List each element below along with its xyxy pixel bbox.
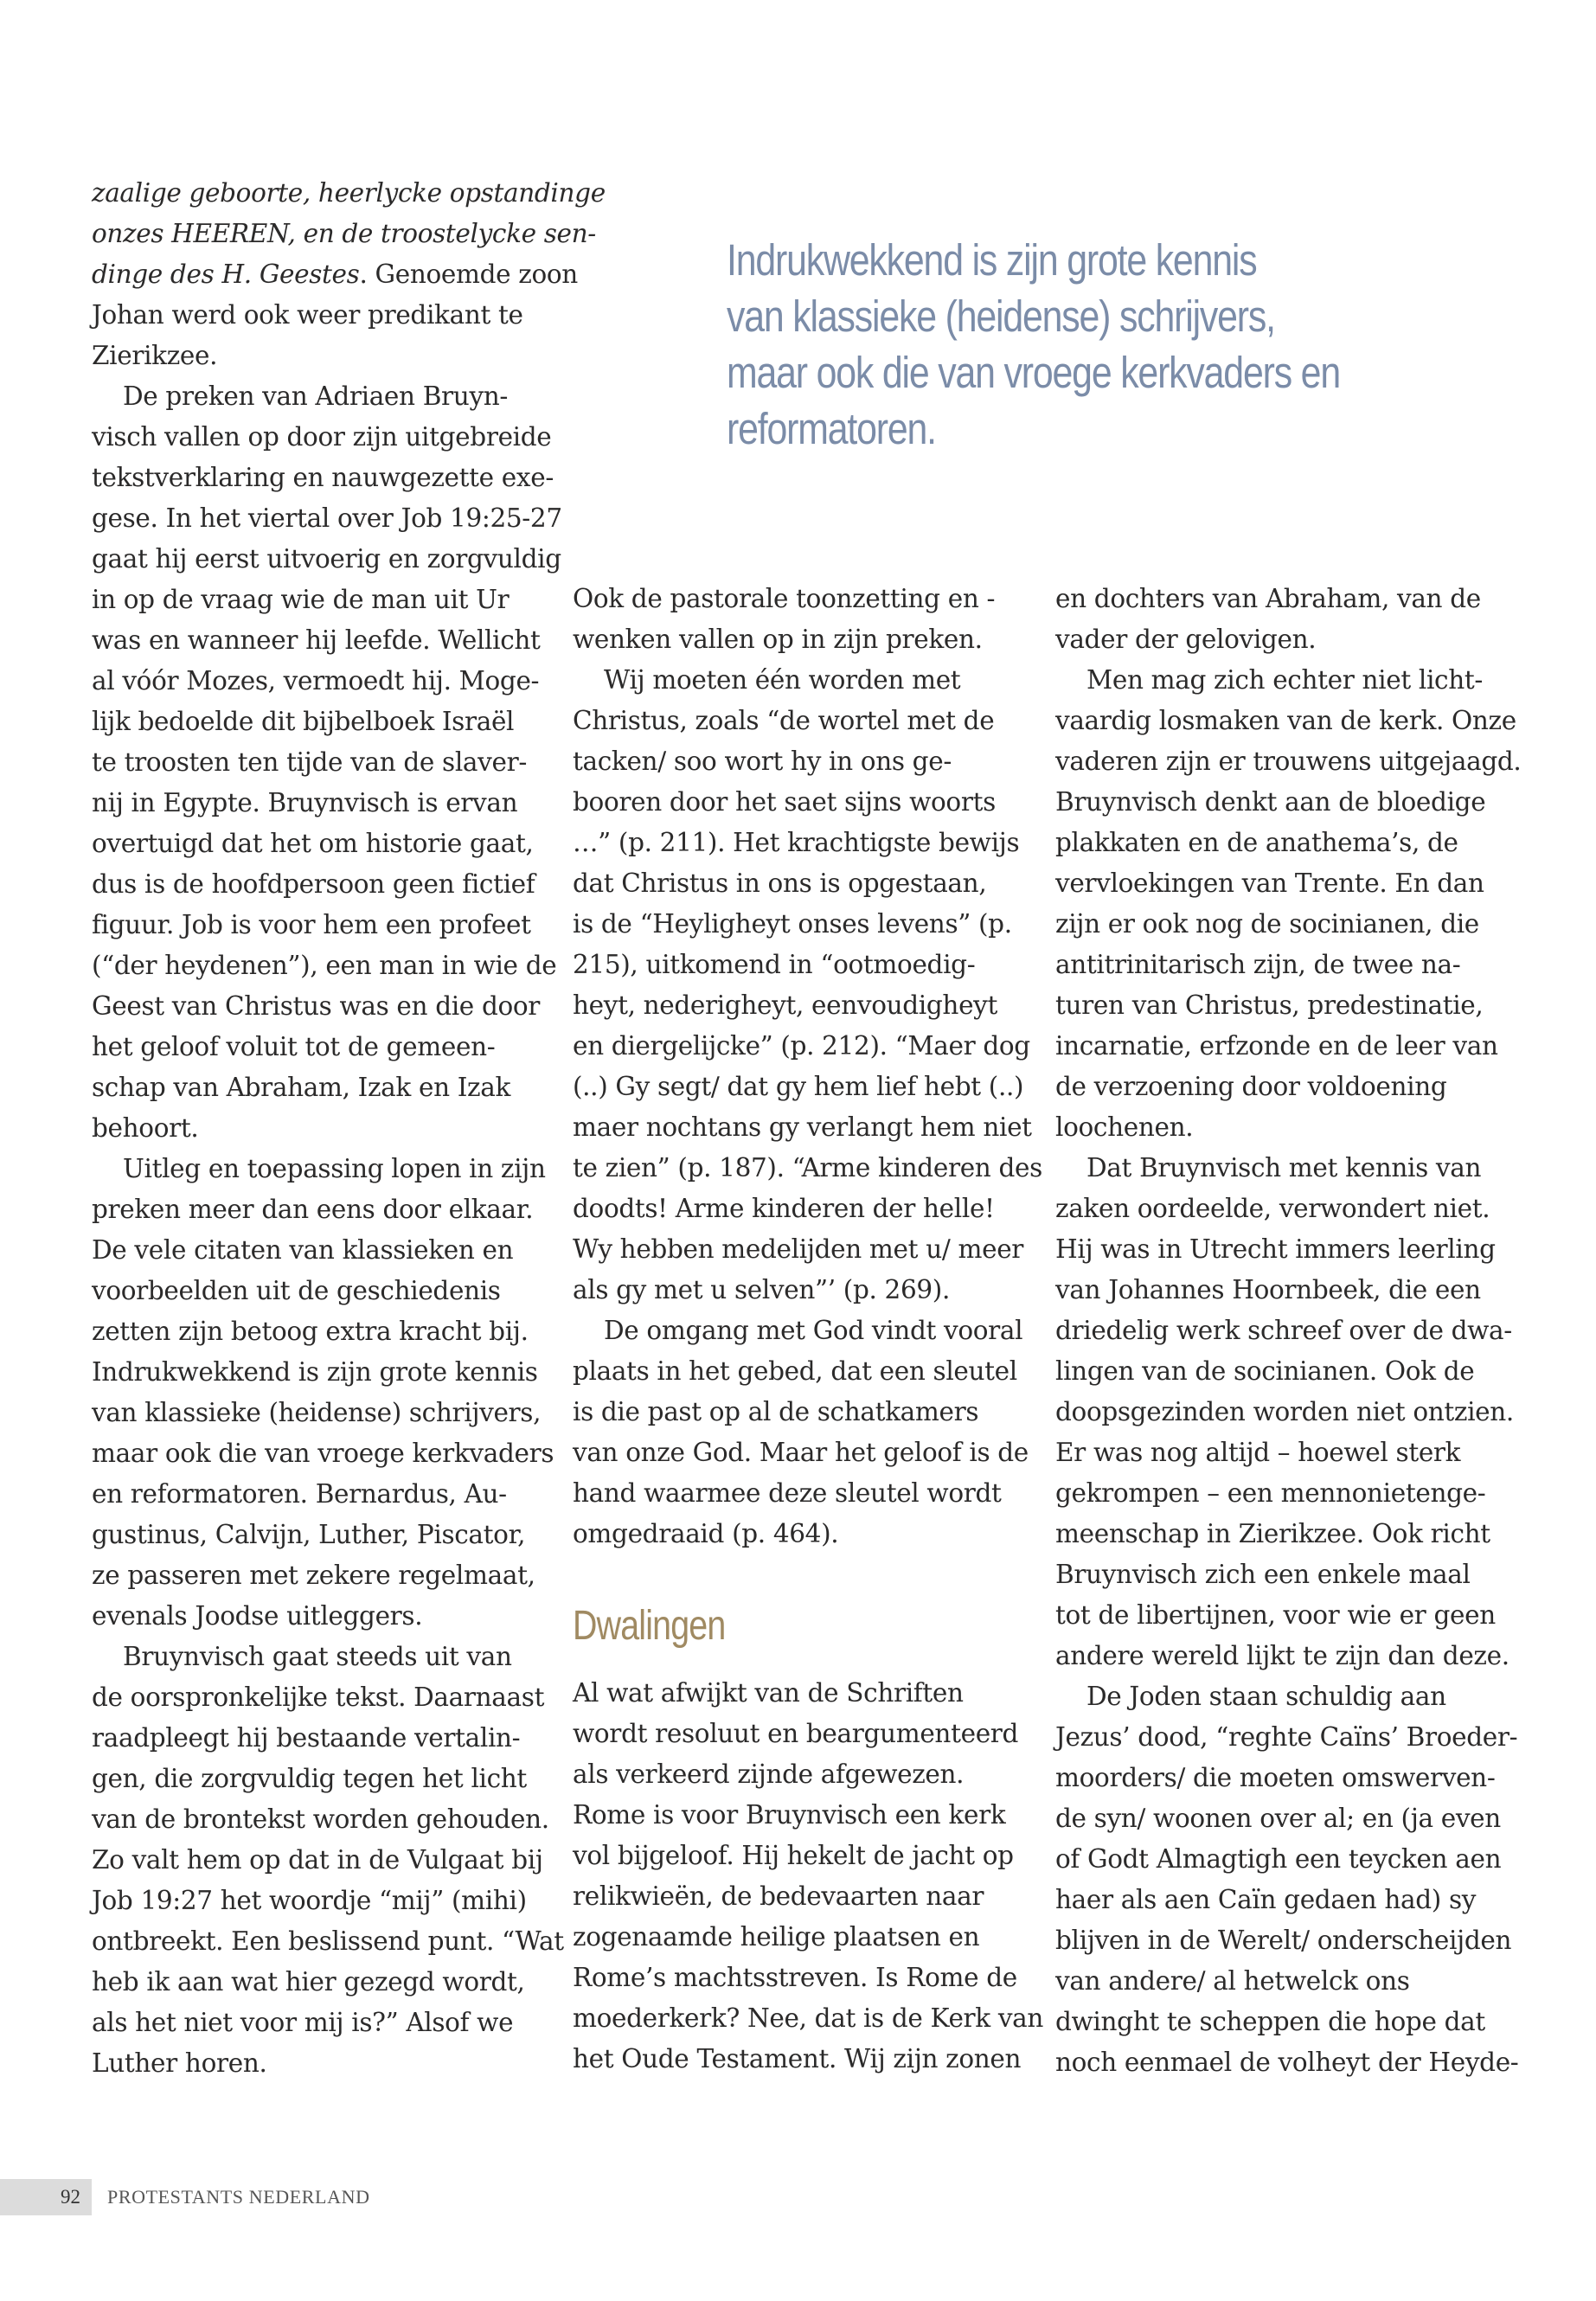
italic-text: dinge des H. Geestes <box>92 260 360 289</box>
text-line: Bruynvisch zich een enkele maal <box>1055 1560 1471 1589</box>
text-line: plaats in het gebed, dat een sleutel <box>573 1356 1017 1386</box>
text-line: als het niet voor mij is?” Alsof we <box>92 2008 514 2037</box>
text-line: gustinus, Calvijn, Luther, Piscator, <box>92 1520 526 1549</box>
text-line: van de brontekst worden gehouden. <box>92 1804 549 1834</box>
italic-text: zaalige geboorte, heerlycke opstandinge <box>92 178 606 208</box>
article-column-middle <box>573 579 1042 1554</box>
text-line: driedelig werk schreef over de dwa- <box>1055 1316 1512 1345</box>
text-line: omgedraaid (p. 464). <box>573 1519 839 1548</box>
text-line: Men mag zich echter niet licht- <box>1086 665 1483 695</box>
text-line: van onze God. Maar het geloof is de <box>573 1438 1029 1467</box>
text-line: Bruynvisch gaat steeds uit van <box>123 1642 512 1671</box>
text-line: De Joden staan schuldig aan <box>1086 1682 1446 1711</box>
article-column-right <box>1055 579 1522 2083</box>
text-line: gese. In het viertal over Job 19:25-27 <box>92 503 562 533</box>
text-line: en diergelijcke” (p. 212). “Maer dog <box>573 1031 1030 1061</box>
text-line <box>92 214 596 254</box>
text-line: lijk bedoelde dit bijbelboek Israël <box>92 707 515 736</box>
text-line: vaderen zijn er trouwens uitgejaagd. <box>1055 747 1522 776</box>
text-line: raadpleegt hij bestaande vertalin- <box>92 1723 521 1753</box>
pull-quote-line: van klassieke (heidense) schrijvers, <box>727 292 1275 341</box>
text-line: gekrompen – een mennonietenge- <box>1055 1478 1486 1508</box>
text-line: en reformatoren. Bernardus, Au- <box>92 1479 507 1509</box>
text-line: Christus, zoals “de wortel met de <box>573 706 995 735</box>
text-line: Zierikzee. <box>92 341 218 370</box>
pull-quote-line: Indrukwekkend is zijn grote kennis <box>727 235 1257 285</box>
text-line: dwinght te scheppen die hope dat <box>1055 2007 1485 2036</box>
pull-quote-line: maar ook die van vroege kerkvaders en <box>727 348 1340 397</box>
text-line: heb ik aan wat hier gezegd wordt, <box>92 1967 525 1997</box>
text-line: was en wanneer hij leefde. Wellicht <box>92 625 541 655</box>
text-line: lingen van de socinianen. Ook de <box>1055 1356 1475 1386</box>
section-heading: Dwalingen <box>573 1603 726 1649</box>
text-line: het Oude Testament. Wij zijn zonen <box>573 2044 1022 2073</box>
text-line: haer als aen Caïn gedaen had) sy <box>1055 1885 1477 1914</box>
text-line: gen, die zorgvuldig tegen het licht <box>92 1764 527 1793</box>
text-line: tekstverklaring en nauwgezette exe- <box>92 463 554 492</box>
text-line: wenken vallen op in zijn preken. <box>573 625 983 654</box>
text-line: doopsgezinden worden niet ontzien. <box>1055 1397 1514 1426</box>
text-line: Uitleg en toepassing lopen in zijn <box>123 1154 546 1183</box>
italic-text: onzes HEEREN, en de troostelycke sen- <box>92 219 596 248</box>
text-line: van klassieke (heidense) schrijvers, <box>92 1398 542 1427</box>
text-line: doodts! Arme kinderen der helle! <box>573 1194 995 1223</box>
text-line: meenschap in Zierikzee. Ook richt <box>1055 1519 1490 1548</box>
text-line: van Johannes Hoornbeek, die een <box>1055 1275 1481 1304</box>
text-line: gaat hij eerst uitvoerig en zorgvuldig <box>92 544 561 574</box>
text-line: heyt, nederigheyt, eenvoudigheyt <box>573 990 998 1020</box>
text-line: van andere/ al hetwelck ons <box>1055 1966 1410 1996</box>
text-line: zaken oordeelde, verwondert niet. <box>1055 1194 1490 1223</box>
article-column-left <box>92 173 606 2084</box>
text-line: tacken/ soo wort hy in ons ge- <box>573 747 952 776</box>
text-line: vervloekingen van Trente. En dan <box>1055 868 1484 898</box>
text-line: Luther horen. <box>92 2048 267 2078</box>
text-line: (“der heydenen”), een man in wie de <box>92 951 557 980</box>
text-line: incarnatie, erfzonde en de leer van <box>1055 1031 1498 1061</box>
text-line: evenals Joodse uitleggers. <box>92 1601 423 1631</box>
publication-name: PROTESTANTS NEDERLAND <box>107 2186 370 2208</box>
text-line: Rome is voor Bruynvisch een kerk <box>573 1800 1006 1830</box>
text-line: antitrinitarisch zijn, de twee na- <box>1055 950 1461 979</box>
text-line: zetten zijn betoog extra kracht bij. <box>92 1317 529 1346</box>
text-line: Zo valt hem op dat in de Vulgaat bij <box>92 1845 543 1875</box>
text-line: ontbreekt. Een beslissend punt. “Wat <box>92 1926 564 1956</box>
text-line: de verzoening door voldoening <box>1055 1072 1447 1101</box>
text-line: nij in Egypte. Bruynvisch is ervan <box>92 788 518 817</box>
text-line: loochenen. <box>1055 1112 1194 1142</box>
text-line: of Godt Almagtigh een teycken aen <box>1055 1844 1502 1874</box>
text-line: (..) Gy segt/ dat gy hem lief hebt (..) <box>573 1072 1024 1101</box>
text-line: De vele citaten van klassieken en <box>92 1235 514 1265</box>
text-line: Johan werd ook weer predikant te <box>92 300 523 330</box>
text-line <box>92 173 606 214</box>
text-line: is die past op al de schatkamers <box>573 1397 979 1426</box>
article-column-middle-continued <box>573 1673 1044 2080</box>
text-line: al vóór Mozes, vermoedt hij. Moge- <box>92 666 540 695</box>
text-line: Wij moeten één worden met <box>604 665 961 695</box>
text-line: schap van Abraham, Izak en Izak <box>92 1073 511 1102</box>
text-line: wordt resoluut en beargumenteerd <box>573 1719 1019 1748</box>
text-line: zijn er ook nog de socinianen, die <box>1055 909 1479 939</box>
text-line: booren door het saet sijns woorts <box>573 787 996 817</box>
text-line: als gy met u selven”’ (p. 269). <box>573 1275 950 1304</box>
text-line: te troosten ten tijde van de slaver- <box>92 747 527 777</box>
text-line: blijven in de Werelt/ onderscheijden <box>1055 1926 1512 1955</box>
text-line: Jezus’ dood, “reghte Caïns’ Broeder- <box>1055 1722 1518 1752</box>
text-line: ze passeren met zekere regelmaat, <box>92 1561 535 1590</box>
text-line: tot de libertijnen, voor wie er geen <box>1055 1600 1496 1630</box>
text-line: turen van Christus, predestinatie, <box>1055 990 1484 1020</box>
text-line: dat Christus in ons is opgestaan, <box>573 868 987 898</box>
text-fragment: . Genoemde zoon <box>359 260 578 289</box>
text-line: als verkeerd zijnde afgewezen. <box>573 1759 965 1789</box>
text-line: en dochters van Abraham, van de <box>1055 584 1481 613</box>
pull-quote <box>727 232 1471 457</box>
text-line <box>92 254 578 295</box>
text-line: relikwieën, de bedevaarten naar <box>573 1881 984 1911</box>
text-line: Job 19:27 het woordje “mij” (mihi) <box>92 1886 527 1915</box>
text-line: figuur. Job is voor hem een profeet <box>92 910 531 939</box>
text-line: in op de vraag wie de man uit Ur <box>92 585 510 614</box>
page-number: 92 <box>61 2186 80 2208</box>
text-line: Hij was in Utrecht immers leerling <box>1055 1234 1496 1264</box>
text-line: de syn/ woonen over al; en (ja even <box>1055 1804 1501 1833</box>
text-line: visch vallen op door zijn uitgebreide <box>92 422 552 452</box>
text-line: Al wat afwijkt van de Schriften <box>573 1678 964 1708</box>
text-line: Dat Bruynvisch met kennis van <box>1086 1153 1482 1183</box>
text-line: hand waarmee deze sleutel wordt <box>573 1478 1002 1508</box>
text-line: vader der gelovigen. <box>1055 625 1317 654</box>
text-line: moederkerk? Nee, dat is de Kerk van <box>573 2003 1044 2033</box>
text-line: 215), uitkomend in “ootmoedig- <box>573 950 976 979</box>
text-line: …” (p. 211). Het krachtigste bewijs <box>573 828 1020 857</box>
text-line: Geest van Christus was en die door <box>92 991 541 1021</box>
text-line: preken meer dan eens door elkaar. <box>92 1195 534 1224</box>
text-line: vol bijgeloof. Hij hekelt de jacht op <box>573 1841 1014 1870</box>
text-line: moorders/ die moeten omswerven- <box>1055 1763 1496 1792</box>
text-line: Wy hebben medelijden met u/ meer <box>573 1234 1024 1264</box>
pull-quote-line: reformatoren. <box>727 404 936 453</box>
text-line: vaardig losmaken van de kerk. Onze <box>1055 706 1516 735</box>
text-line: Er was nog altijd – hoewel sterk <box>1055 1438 1461 1467</box>
text-line: Rome’s machtsstreven. Is Rome de <box>573 1963 1017 1992</box>
text-line: zogenaamde heilige plaatsen en <box>573 1922 980 1952</box>
text-line: maer nochtans gy verlangt hem niet <box>573 1112 1032 1142</box>
text-line: andere wereld lijkt te zijn dan deze. <box>1055 1641 1509 1670</box>
text-line: behoort. <box>92 1113 199 1143</box>
text-line: is de “Heyligheyt onses levens” (p. <box>573 909 1012 939</box>
text-line: noch eenmael de volheyt der Heyde- <box>1055 2048 1519 2077</box>
text-line: dus is de hoofdpersoon geen fictief <box>92 869 535 899</box>
text-line: Bruynvisch denkt aan de bloedige <box>1055 787 1486 817</box>
text-line: plakkaten en de anathema’s, de <box>1055 828 1458 857</box>
text-line: te zien” (p. 187). “Arme kinderen des <box>573 1153 1042 1183</box>
text-line: voorbeelden uit de geschiedenis <box>92 1276 501 1305</box>
text-line: de oorspronkelijke tekst. Daarnaast <box>92 1682 545 1712</box>
text-line: Indrukwekkend is zijn grote kennis <box>92 1357 538 1387</box>
text-line: het geloof voluit tot de gemeen- <box>92 1032 496 1061</box>
text-line: De preken van Adriaen Bruyn- <box>123 381 509 411</box>
text-line: maar ook die van vroege kerkvaders <box>92 1439 554 1468</box>
text-line: Ook de pastorale toonzetting en - <box>573 584 996 613</box>
text-line: De omgang met God vindt vooral <box>604 1316 1023 1345</box>
text-line: overtuigd dat het om historie gaat, <box>92 829 534 858</box>
